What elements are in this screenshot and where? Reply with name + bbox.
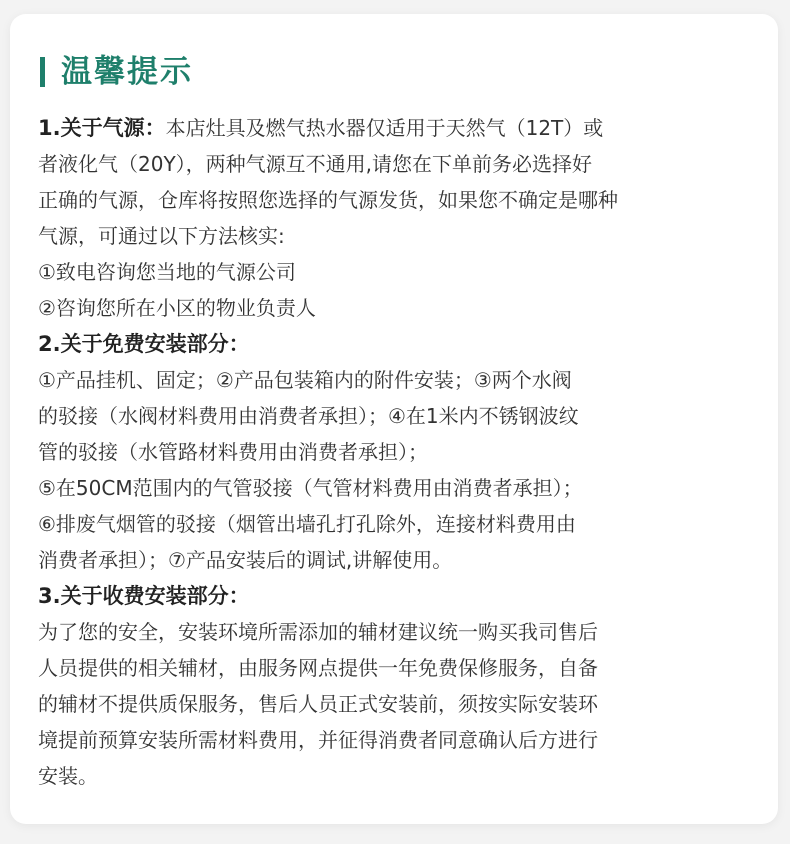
section1-first-line: [38, 110, 766, 146]
section1-heading: 1.关于气源：: [38, 116, 166, 140]
section2-text-line: 的驳接（水阀材料费用由消费者承担）；④在1米内不锈钢波纹: [38, 404, 579, 428]
title-row: [40, 52, 193, 92]
section3-text-line: 安装。: [38, 764, 98, 788]
section1-list-item: ②咨询您所在小区的物业负责人: [38, 296, 316, 320]
section2-text-line: ⑤在50CM范围内的气管驳接（气管材料费用由消费者承担）；: [38, 476, 583, 500]
section2-text-line: ⑥排废气烟管的驳接（烟管出墙孔打孔除外，连接材料费用由: [38, 512, 576, 536]
title-accent-bar: [40, 57, 45, 87]
section1-list-item: ①致电咨询您当地的气源公司: [38, 260, 296, 284]
section3-text-line: 境提前预算安装所需材料费用，并征得消费者同意确认后方进行: [38, 728, 598, 752]
section2-text-line: 消费者承担）；⑦产品安装后的调试,讲解使用。: [38, 548, 453, 572]
section1-text-line: 本店灶具及燃气热水器仅适用于天然气（12T）或: [165, 116, 604, 140]
page-title: 温馨提示: [61, 54, 193, 90]
section3-text-line: 为了您的安全，安装环境所需添加的辅材建议统一购买我司售后: [38, 620, 598, 644]
section2-text-line: ①产品挂机、固定；②产品包装箱内的附件安装；③两个水阀: [38, 368, 572, 392]
section3-text-line: 的辅材不提供质保服务，售后人员正式安装前，须按实际安装环: [38, 692, 598, 716]
section3-heading: 3.关于收费安装部分：: [38, 584, 250, 608]
notice-card: [10, 14, 778, 824]
section2-heading: 2.关于免费安装部分：: [38, 332, 250, 356]
section2-text-line: 管的驳接（水管路材料费用由消费者承担）；: [38, 440, 428, 464]
section1-text-line: 正确的气源，仓库将按照您选择的气源发货，如果您不确定是哪种: [38, 188, 618, 212]
section3-text-line: 人员提供的相关辅材，由服务网点提供一年免费保修服务，自备: [38, 656, 598, 680]
section1-text-line: 气源，可通过以下方法核实:: [38, 224, 285, 248]
notice-content: [38, 110, 766, 794]
section1-text-line: 者液化气（20Y），两种气源互不通用,请您在下单前务必选择好: [38, 152, 593, 176]
